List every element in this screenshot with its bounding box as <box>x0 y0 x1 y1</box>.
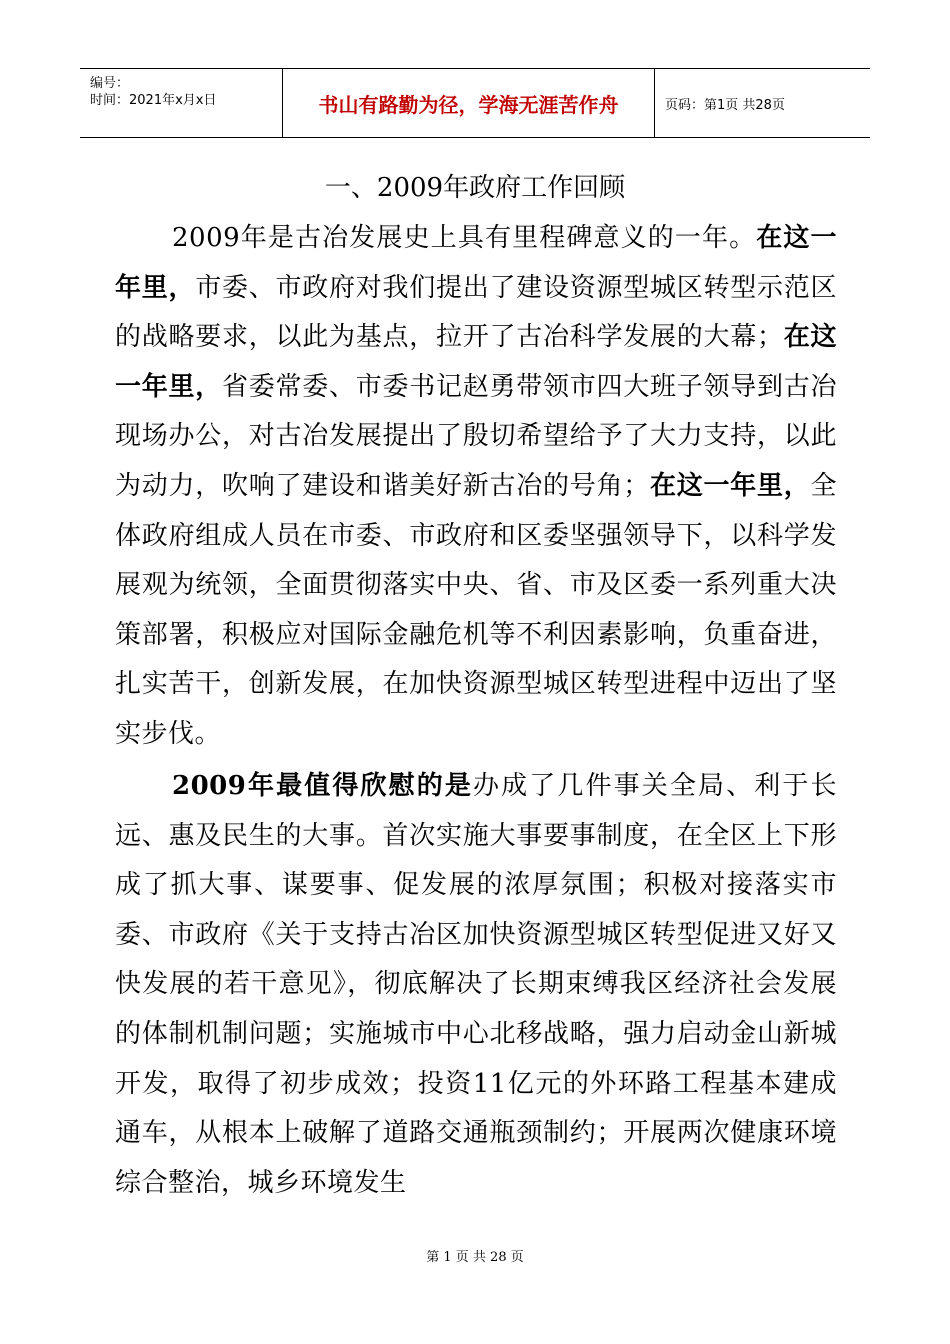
paragraph-1 <box>115 214 837 760</box>
header-motto: 书山有路勤为径，学海无涯苦作舟 <box>283 69 655 137</box>
paragraph-text: 全体政府组成人员在市委、市政府和区委坚强领导下，以科学发展观为统领，全面贯彻落实中央、省、市及区委一系列重大决策部署，积极应对国际金融危机等不利因素影响，负重奋进，扎实苦干，创新发展，在加快资源型城区转型进程中迈出了坚实步伐。 <box>115 470 837 749</box>
section-heading: 一、2009年政府工作回顾 <box>324 173 626 203</box>
header-page-info: 页码：第1页 共28页 <box>665 97 785 113</box>
paragraph-2 <box>115 762 837 1208</box>
emphasis-text: 在这一年里， <box>115 322 837 402</box>
emphasis-text: 2009年最值得欣慰的是 <box>172 771 473 801</box>
emphasis-text: 在这一年里， <box>115 223 837 303</box>
paragraph-text: 2009年是古冶发展史上具有里程碑意义的一年。 <box>172 223 757 253</box>
serial-number-label: 编号： <box>90 76 130 91</box>
emphasis-text: 在这一年里， <box>649 470 811 501</box>
paragraph-text: 办成了几件事关全局、利于长远、惠及民生的大事。首次实施大事要事制度，在全区上下形成了抓大事、谋要事、促发展的浓厚氛围；积极对接落实市委、市政府《关于支持古冶区加快资源型城区转型促进又好又快发展的若干意见》，彻底解决了长期束缚我区经济社会发展的体制机制问题；实施城市中心北移战略，强力启动金山新城开发，取得了初步成效；投资11亿元的外环路工程基本建成通车，从根本上破解了道路交通瓶颈制约；开展两次健康环境综合整治，城乡环境发生 <box>115 771 837 1198</box>
date-label: 时间：2021年x月x日 <box>90 93 217 108</box>
paragraph-text: 省委常委、市委书记赵勇带领市四大班子领导到古冶现场办公，对古冶发展提出了殷切希望给予了大力支持，以此为动力，吹响了建设和谐美好新古冶的号角； <box>115 371 837 501</box>
paragraph-text: 市委、市政府对我们提出了建设资源型城区转型示范区的战略要求，以此为基点，拉开了古冶科学发展的大幕； <box>115 272 837 353</box>
header-meta <box>80 69 283 137</box>
page-header <box>80 68 870 138</box>
page-footer: 第 1 页 共 28 页 <box>426 1250 524 1265</box>
